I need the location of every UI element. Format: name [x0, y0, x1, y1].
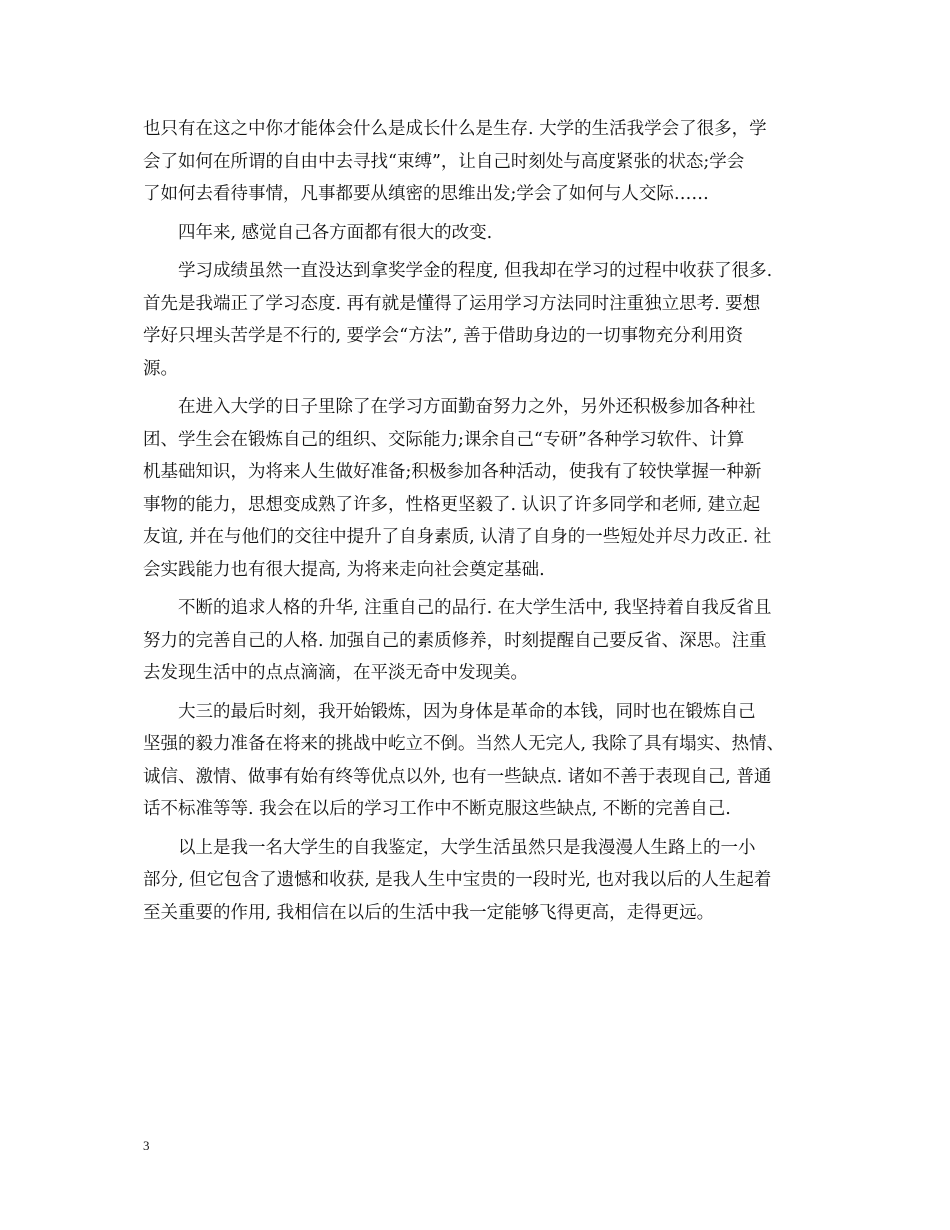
- page-number: 3: [143, 1138, 150, 1153]
- text-line: 团、学生会在锻炼自己的组织、交际能力;课余自己“专研”各种学习软件、计算: [143, 429, 745, 450]
- text-line: 学习成绩虽然一直没达到拿奖学金的程度, 但我却在学习的过程中收获了很多.: [178, 261, 773, 281]
- text-line: 在进入大学的日子里除了在学习方面勤奋努力之外，另外还积极参加各种社: [178, 397, 756, 417]
- text-line: 友谊, 并在与他们的交往中提升了自身素质, 认清了自身的一些短处并尽力改正. 社: [143, 527, 772, 547]
- text-line: 也只有在这之中你才能体会什么是成长什么是生存. 大学的生活我学会了很多，学: [143, 119, 767, 139]
- text-line: 坚强的毅力准备在将来的挑战中屹立不倒。当然人无完人, 我除了具有塌实、热情、: [143, 734, 785, 754]
- paragraph: [143, 696, 815, 826]
- text-line: 四年来, 感觉自己各方面都有很大的改变.: [178, 222, 493, 243]
- text-line: 大三的最后时刻，我开始锻炼，因为身体是革命的本钱，同时也在锻炼自己: [178, 701, 756, 722]
- document-body: [143, 113, 815, 929]
- text-line: 会实践能力也有很大提高, 为将来走向社会奠定基础.: [143, 559, 545, 580]
- text-line: 学好只埋头苦学是不行的, 要学会“方法”, 善于借助身边的一切事物充分利用资: [143, 326, 744, 346]
- paragraph: [143, 391, 815, 586]
- paragraph: [143, 113, 815, 211]
- paragraph: [143, 217, 815, 250]
- text-line: 部分, 但它包含了遗憾和收获, 是我人生中宝贵的一段时光, 也对我以后的人生起着: [143, 870, 772, 890]
- text-line: 不断的追求人格的升华, 注重自己的品行. 在大学生活中, 我坚持着自我反省且: [178, 598, 772, 618]
- paragraph: [143, 255, 815, 385]
- paragraph: [143, 832, 815, 930]
- text-line: 诚信、激情、做事有始有终等优点以外, 也有一些缺点. 诸如不善于表现自己, 普通: [143, 766, 772, 787]
- text-line: 事物的能力，思想变成熟了许多，性格更坚毅了. 认识了许多同学和老师, 建立起: [143, 494, 761, 515]
- text-line: 源。: [143, 358, 178, 379]
- text-line: 会了如何在所谓的自由中去寻找“束缚”，让自己时刻处与高度紧张的状态;学会: [143, 151, 745, 172]
- text-line: 机基础知识，为将来人生做好准备;积极参加各种活动，使我有了较快掌握一种新: [143, 462, 762, 482]
- text-line: 了如何去看待事情，凡事都要从缜密的思维出发;学会了如何与人交际……: [143, 184, 709, 204]
- text-line: 话不标准等等. 我会在以后的学习工作中不断克服这些缺点, 不断的完善自己.: [143, 799, 731, 819]
- text-line: 至关重要的作用, 我相信在以后的生活中我一定能够飞得更高，走得更远。: [143, 902, 715, 923]
- text-line: 首先是我端正了学习态度. 再有就是懂得了运用学习方法同时注重独立思考. 要想: [143, 293, 761, 314]
- paragraph: [143, 592, 815, 690]
- text-line: 去发现生活中的点点滴滴，在平淡无奇中发现美。: [143, 663, 528, 683]
- text-line: 以上是我一名大学生的自我鉴定，大学生活虽然只是我漫漫人生路上的一小: [178, 837, 756, 858]
- text-line: 努力的完善自己的人格. 加强自己的素质修养，时刻提醒自己要反省、深思。注重: [143, 630, 767, 651]
